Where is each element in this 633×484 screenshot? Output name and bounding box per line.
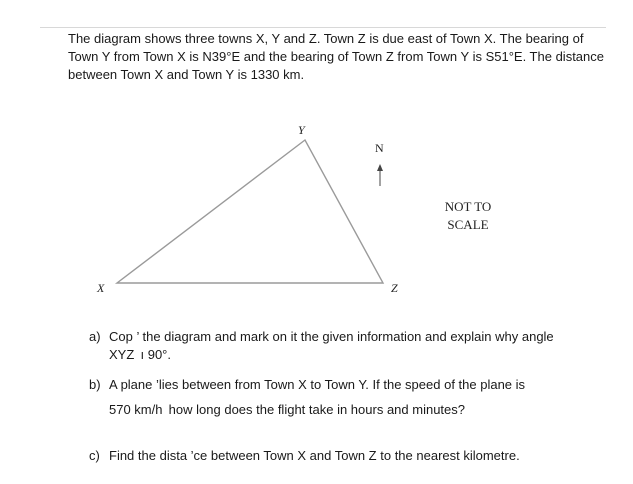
question-a-line2: XYZ ı 90°. [109, 347, 171, 362]
question-b [89, 373, 609, 421]
top-divider [40, 27, 606, 28]
north-label: N [375, 141, 384, 155]
question-a-line1: Cop ’ the diagram and mark on it the given information and explain why angle [109, 329, 554, 344]
vertex-y-label: Y [298, 123, 305, 137]
triangle-xyz [117, 140, 383, 283]
problem-statement: The diagram shows three towns X, Y and Z. Town Z is due east of Town X. The bearing of Town Y from Town X is N39°E and the bearing of Town Z from Town Y is S51°E. The distance between Town X and Town Y is 1330 km. [68, 31, 604, 82]
not-to-scale-line1: NOT TO [444, 199, 492, 214]
question-a-letter: a) [89, 329, 101, 344]
question-b-letter: b) [89, 377, 101, 392]
not-to-scale-line2: SCALE [447, 217, 489, 232]
question-b-line2: 570 km/h how long does the flight take in hours and minutes? [109, 402, 465, 417]
question-b-line1: A plane ’lies between from Town X to Town Y. If the speed of the plane is [109, 377, 526, 392]
vertex-z-label: Z [391, 281, 398, 295]
question-c-letter: c) [89, 448, 100, 463]
question-c [89, 444, 609, 467]
not-to-scale-note [430, 198, 506, 234]
question-c-line1: Find the dista ’ce between Town X and Town Z to the nearest kilometre. [109, 448, 520, 463]
vertex-x-label: X [97, 281, 105, 295]
north-arrow-icon [377, 164, 383, 186]
question-a [89, 325, 609, 362]
